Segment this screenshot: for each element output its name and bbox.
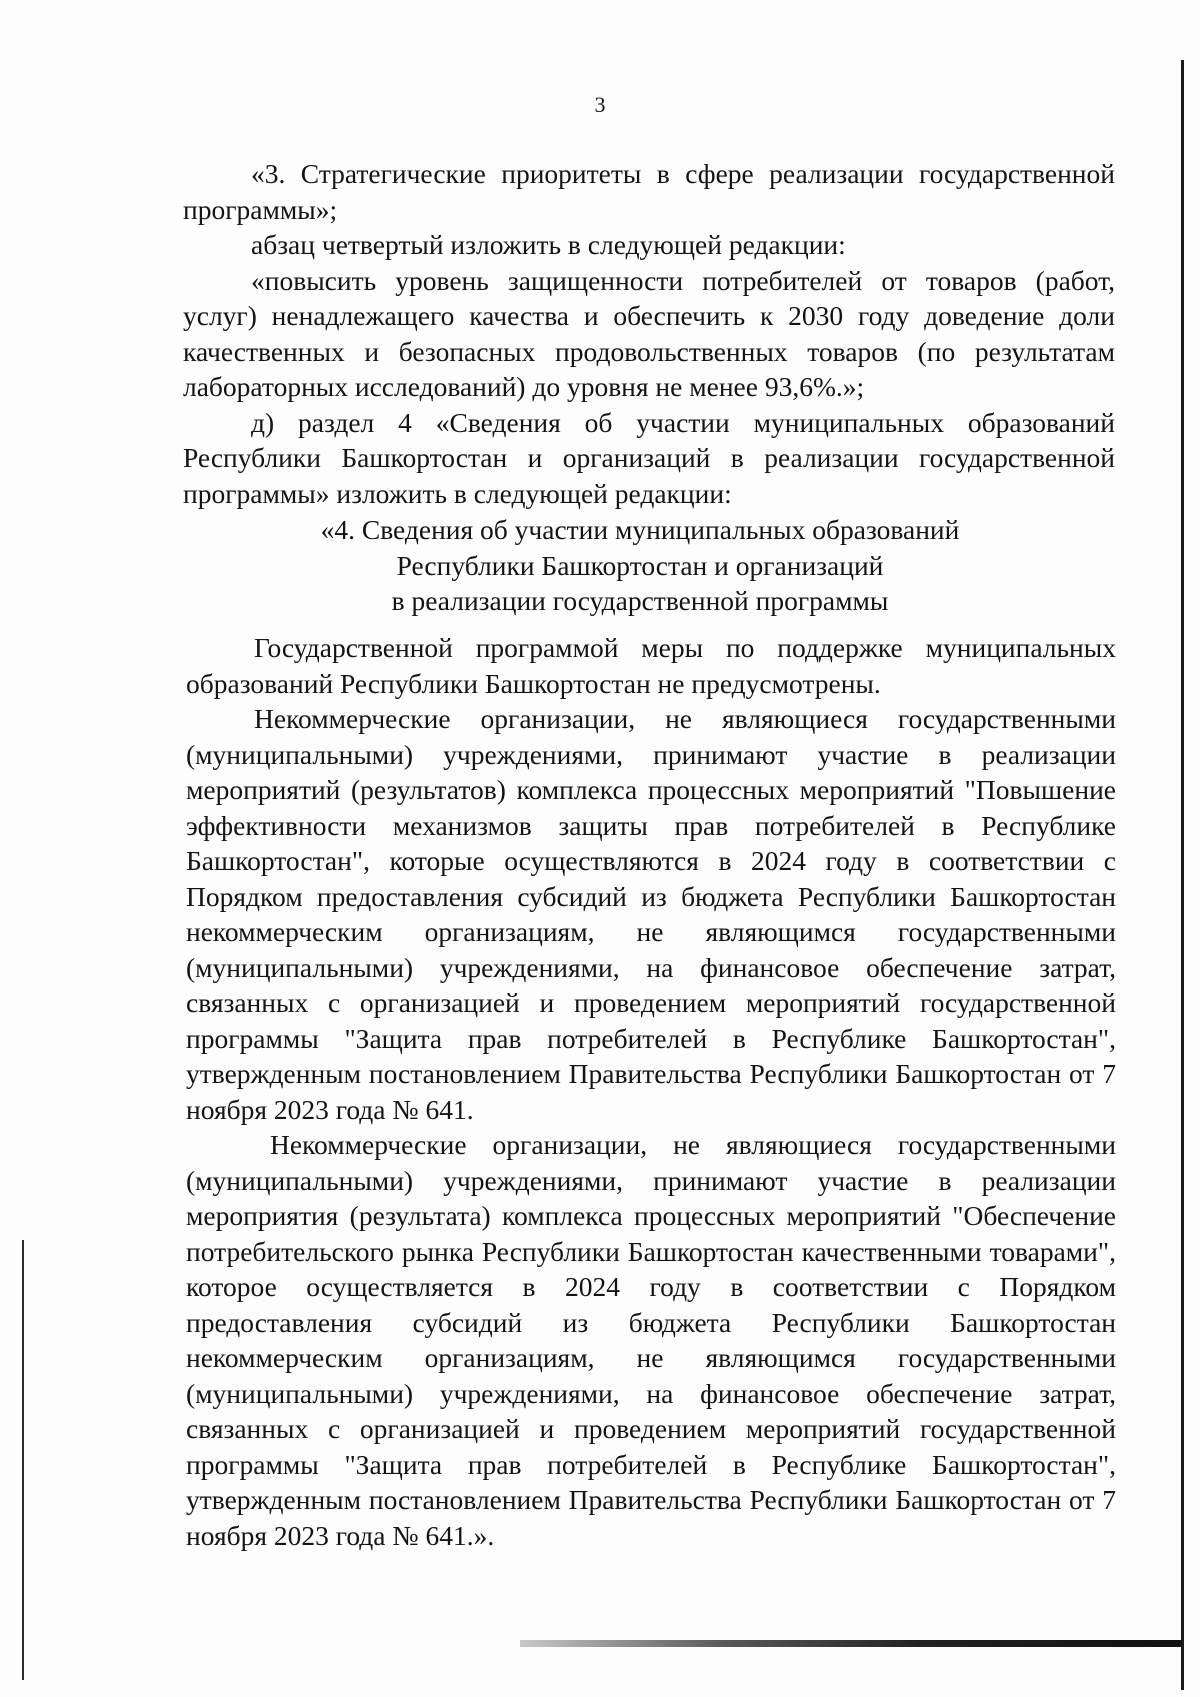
section-heading-line-1: «4. Сведения об участии муниципальных образований (320, 514, 960, 545)
section-heading-line-3: в реализации государственной программы (391, 585, 889, 616)
section-heading (300, 512, 980, 619)
scan-border-bottom (520, 1640, 1182, 1647)
intro-paragraph-fourth-abzac: абзац четвертый изложить в следующей редакции: (251, 229, 846, 260)
intro-paragraph-strategic-priorities: «3. Стратегические приоритеты в сфере реализации государственной программы»; (183, 158, 1115, 225)
intro-paragraph-section-4: д) раздел 4 «Сведения об участии муниципальных образований Республики Башкортостан и организаций в реализации государственной программы» изложить в следующей редакции: (183, 406, 1115, 509)
body-paragraph-nko-consumer-rights: Некоммерческие организации, не являющиеся государственными (муниципальными) учреждениями, принимают участие в реализации мероприятий (результатов) комплекса процессных мероприятий "Повышение эффективности механизмов защиты прав потребителей в Республике Башкортостан", которые осуществляются в 2024 году в соответствии с Порядком предоставления субсидий из бюджета Республики Башкортостан некоммерческим организациям, не являющимся государственными (муниципальными) учреждениями, на финансовое обеспечение затрат, связанных с организацией и проведением мероприятий государственной программы "Защита прав потребителей в Республике Башкортостан", утвержденным постановлением Правительства Республики Башкортостан от 7 ноября 2023 года № 641. (186, 703, 1116, 1125)
intro-paragraph-quality-goal: «повысить уровень защищенности потребителей от товаров (работ, услуг) ненадлежащего качества и обеспечить к 2030 году доведение доли качественных и безопасных продовольственных товаров (по результатам лабораторных исследований) до уровня не менее 93,6%.»; (183, 264, 1115, 402)
scan-border-left (22, 1240, 24, 1680)
page-number: 3 (594, 92, 606, 117)
body-paragraph-no-support: Государственной программой меры по поддержке муниципальных образований Республики Башкортостан не предусмотрены. (186, 632, 1116, 699)
scan-border-right (1181, 60, 1184, 1690)
body-paragraph-nko-consumer-market: Некоммерческие организации, не являющиеся государственными (муниципальными) учреждениями, принимают участие в реализации мероприятия (результата) комплекса процессных мероприятий "Обеспечение потребительского рынка Республики Башкортостан качественными товарами", которое осуществляется в 2024 году в соответствии с Порядком предоставления субсидий из бюджета Республики Башкортостан некоммерческим организациям, не являющимся государственными (муниципальными) учреждениями, на финансовое обеспечение затрат, связанных с организацией и проведением мероприятий государственной программы "Защита прав потребителей в Республике Башкортостан", утвержденным постановлением Правительства Республики Башкортостан от 7 ноября 2023 года № 641.». (186, 1129, 1116, 1551)
section-heading-line-2: Республики Башкортостан и организаций (396, 549, 884, 581)
intro-block (183, 156, 1115, 511)
body-block (186, 630, 1116, 1553)
